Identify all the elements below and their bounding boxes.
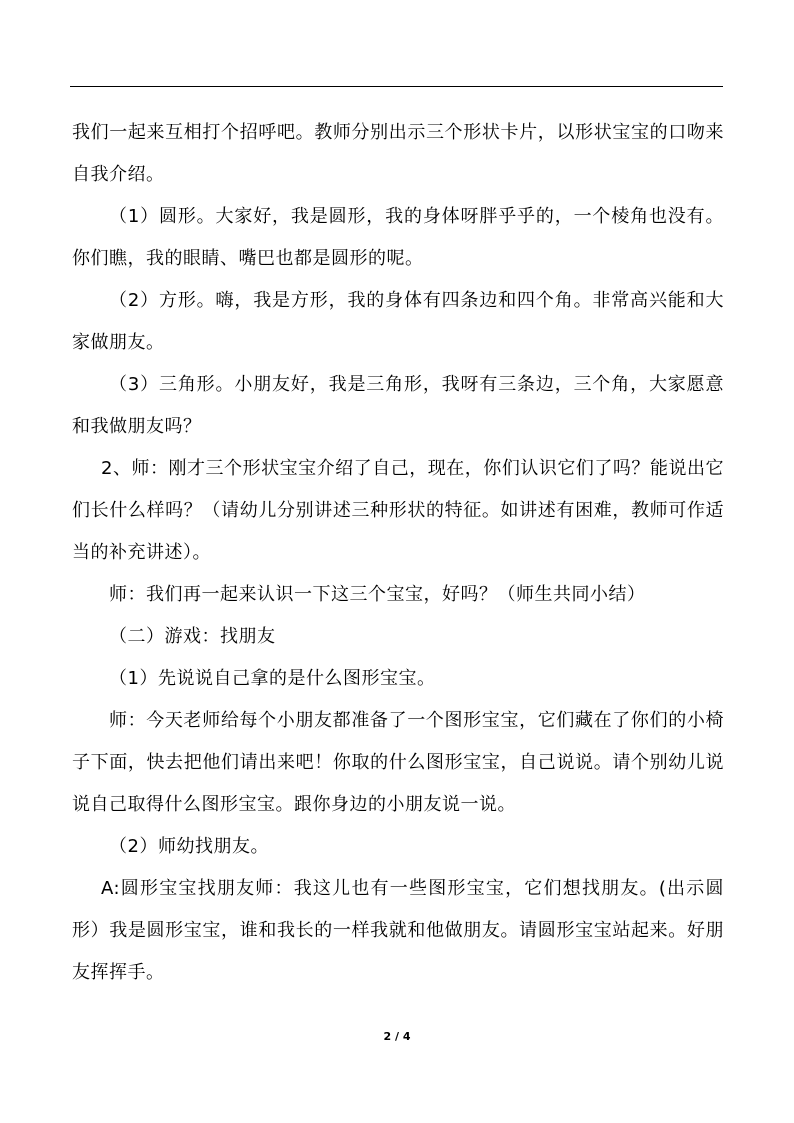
document-body [72, 112, 724, 994]
paragraph-teacher-instructions: 师：今天老师给每个小朋友都准备了一个图形宝宝，它们藏在了你们的小椅子下面，快去把他们请出来吧！你取的什么图形宝宝，自己说说。请个别幼儿说说自己取得什么图形宝宝。跟你身边的小朋友说一说。 [72, 710, 724, 815]
paragraph-teacher-question: 2、师：刚才三个形状宝宝介绍了自己，现在，你们认识它们了吗？能说出它们长什么样吗？（请幼儿分别讲述三种形状的特征。如讲述有困难，教师可作适当的补充讲述）。 [72, 458, 724, 563]
paragraph-summary: 师：我们再一起来认识一下这三个宝宝，好吗？（师生共同小结） [109, 584, 646, 605]
paragraph-step-2: （2）师幼找朋友。 [109, 836, 269, 857]
page-number: 2 / 4 [383, 1030, 411, 1043]
header-rule [70, 86, 723, 87]
paragraph-circle-friends: A:圆形宝宝找朋友师：我这儿也有一些图形宝宝，它们想找朋友。(出示圆形）我是圆形宝宝，谁和我长的一样我就和他做朋友。请圆形宝宝站起来。好朋友挥挥手。 [72, 878, 724, 983]
paragraph-game-heading: （二）游戏：找朋友 [109, 626, 276, 647]
paragraph-square: （2）方形。嗨，我是方形，我的身体有四条边和四个角。非常高兴能和大家做朋友。 [72, 290, 724, 353]
paragraph-circle: （1）圆形。大家好，我是圆形，我的身体呀胖乎乎的，一个棱角也没有。你们瞧，我的眼睛、嘴巴也都是圆形的呢。 [72, 206, 724, 269]
paragraph-step-1: （1）先说说自己拿的是什么图形宝宝。 [109, 668, 436, 689]
paragraph-triangle: （3）三角形。小朋友好，我是三角形，我呀有三条边，三个角，大家愿意和我做朋友吗？ [72, 374, 724, 437]
paragraph-intro: 我们一起来互相打个招呼吧。教师分别出示三个形状卡片，以形状宝宝的口吻来自我介绍。 [72, 122, 724, 185]
